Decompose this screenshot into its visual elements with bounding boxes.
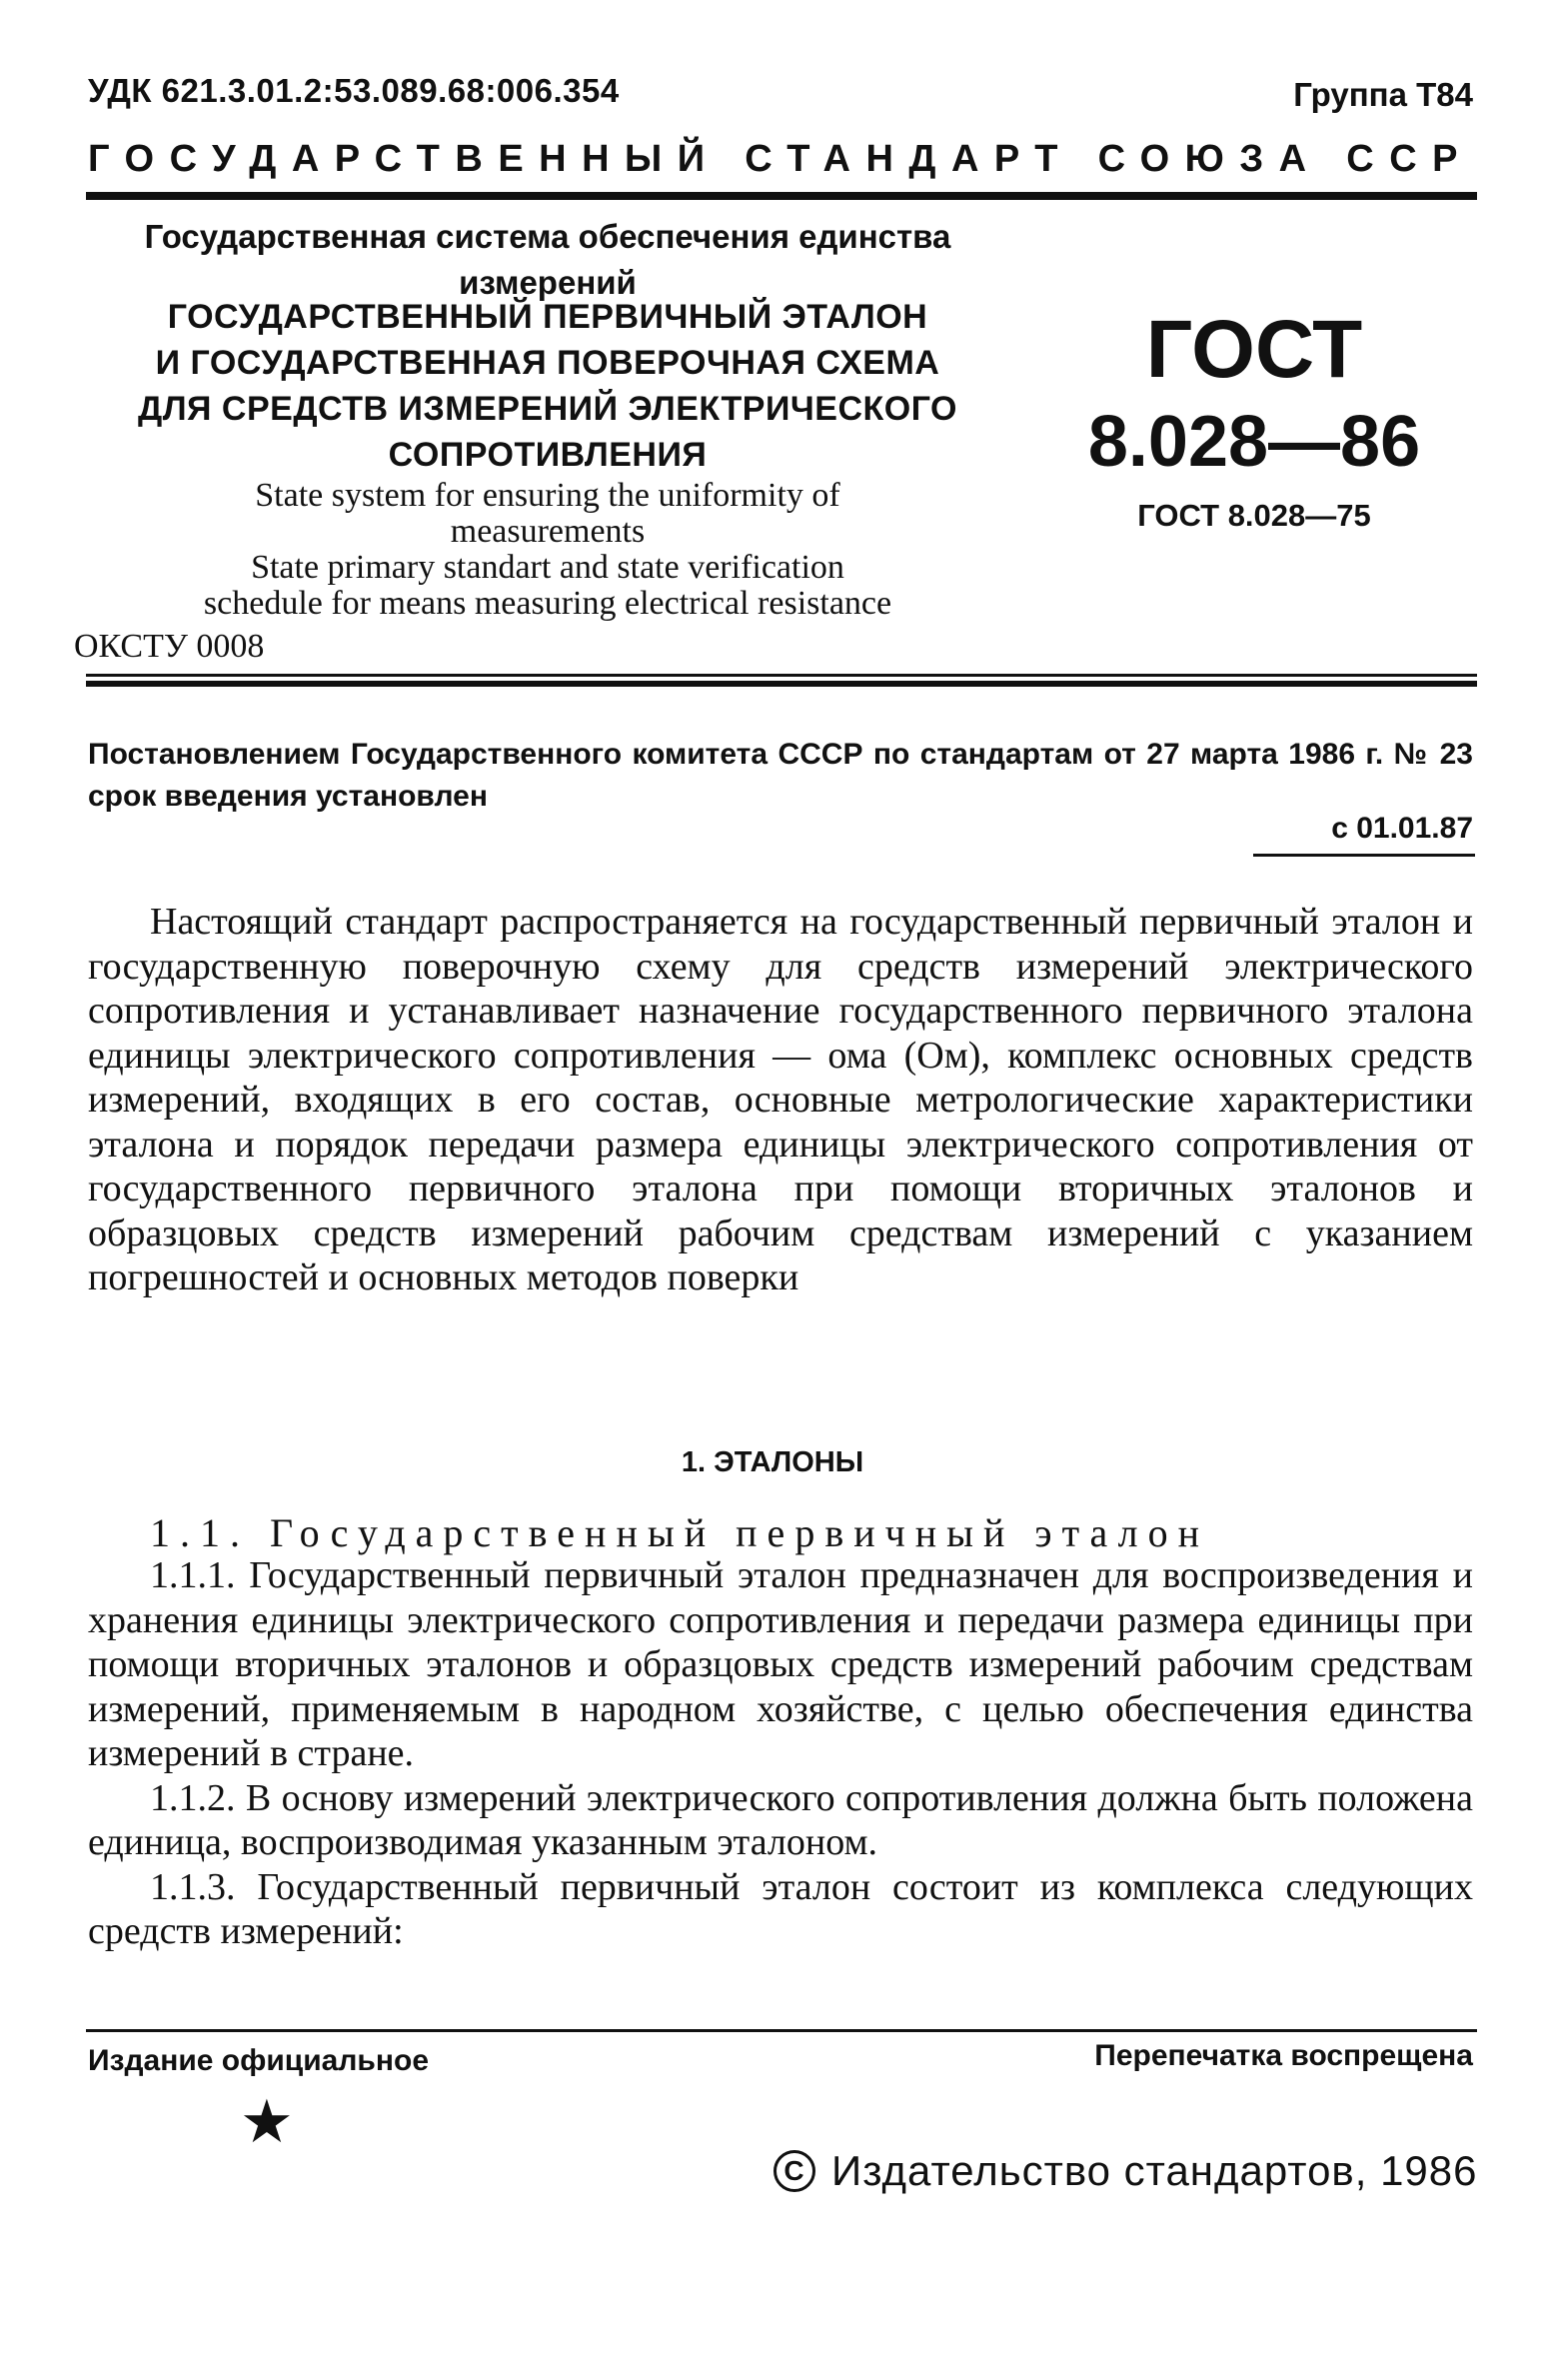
banner-word-4: ССР xyxy=(1346,138,1473,180)
header-rule-thin xyxy=(86,674,1477,677)
system-title-line-1: Государственная система обеспечения единства xyxy=(144,218,951,255)
main-title-line-3: ДЛЯ СРЕДСТВ ИЗМЕРЕНИЙ ЭЛЕКТРИЧЕСКОГО xyxy=(137,390,958,428)
footer-rule xyxy=(86,2029,1477,2032)
oksty-code: ОКСТУ 0008 xyxy=(74,628,265,665)
group-code: Группа Т84 xyxy=(1293,76,1473,113)
standard-banner xyxy=(88,138,1473,181)
intro-paragraph: Настоящий стандарт распространяется на государственный первичный эталон и государственную поверочную схему для средств измерений электрического сопротивления и устанавливает назначение государственного первичного эталона единицы электрического сопротивления — ома (Ом), комплекс основных средств измерений, входящих в его состав, основные метрологические характеристики эталона и порядок передачи размера единицы электрического сопротивления от государственного первичного эталона при помощи вторичных эталонов и образцовых средств измерений рабочим средствам измерений с указанием погрешностей и основных методов поверки xyxy=(88,901,1473,1298)
main-title-line-1: ГОСУДАРСТВЕННЫЙ ПЕРВИЧНЫЙ ЭТАЛОН xyxy=(167,298,928,336)
english-title-line-2: measurements xyxy=(450,513,646,550)
copyright-icon: С xyxy=(773,2150,815,2192)
system-title-line-2: измерений xyxy=(459,264,637,301)
banner-word-1: ГОСУДАРСТВЕННЫЙ xyxy=(88,138,721,180)
publisher-text: Издательство стандартов, 1986 xyxy=(831,2147,1478,2194)
english-title xyxy=(88,478,1007,622)
main-title-line-2: И ГОСУДАРСТВЕННАЯ ПОВЕРОЧНАЯ СХЕМА xyxy=(155,344,940,382)
reprint-notice: Перепечатка воспрещена xyxy=(1094,2039,1473,2072)
english-title-line-3: State primary standart and state verification xyxy=(251,549,844,586)
main-title xyxy=(88,294,1007,478)
paragraph-1-1-1: 1.1.1. Государственный первичный эталон предназначен для воспроизведения и хранения единицы электрического сопротивления и передачи размера единицы при помощи вторичных эталонов и образцовых средств измерений рабочим средствам измерений, применяемым в народном хозяйстве, с целью обеспечения единства измерений в стране. xyxy=(88,1554,1473,1774)
subsection-heading: 1.1. Государственный первичный эталон xyxy=(150,1510,1210,1555)
section-heading: 1. ЭТАЛОНЫ xyxy=(681,1446,864,1478)
section-1-body xyxy=(88,1553,1473,1954)
gost-label: ГОСТ xyxy=(1145,304,1363,395)
banner-word-3: СОЮЗА xyxy=(1097,138,1322,180)
paragraph-1-1-2: 1.1.2. В основу измерений электрического сопротивления должна быть положена единица, воспроизводимая указанным эталоном. xyxy=(88,1776,1473,1863)
english-title-line-1: State system for ensuring the uniformity of xyxy=(255,477,840,514)
gost-replaced: ГОСТ 8.028—75 xyxy=(1137,498,1371,533)
decree-text: Постановлением Государственного комитета СССР по стандартам от 27 марта 1986 г. № 23 срок введения установлен xyxy=(88,738,1473,813)
banner-word-2: СТАНДАРТ xyxy=(745,138,1073,180)
header-rule-thick xyxy=(86,681,1477,687)
system-title xyxy=(88,214,1007,306)
english-title-line-4: schedule for means measuring electrical resistance xyxy=(203,585,892,622)
udk-code: УДК 621.3.01.2:53.089.68:006.354 xyxy=(88,72,620,109)
effective-date: с 01.01.87 xyxy=(1331,812,1473,845)
gost-number: 8.028—86 xyxy=(1087,402,1421,482)
paragraph-1-1-3: 1.1.3. Государственный первичный эталон состоит из комплекса следующих средств измерений: xyxy=(88,1865,1473,1952)
copyright-line xyxy=(773,2147,1478,2195)
top-thick-rule xyxy=(86,192,1477,200)
edition-label: Издание официальное xyxy=(88,2044,430,2077)
effective-date-rule xyxy=(1253,854,1475,857)
intro-block xyxy=(88,900,1473,1300)
star-icon: ★ xyxy=(240,2089,294,2155)
main-title-line-4: СОПРОТИВЛЕНИЯ xyxy=(388,436,708,474)
